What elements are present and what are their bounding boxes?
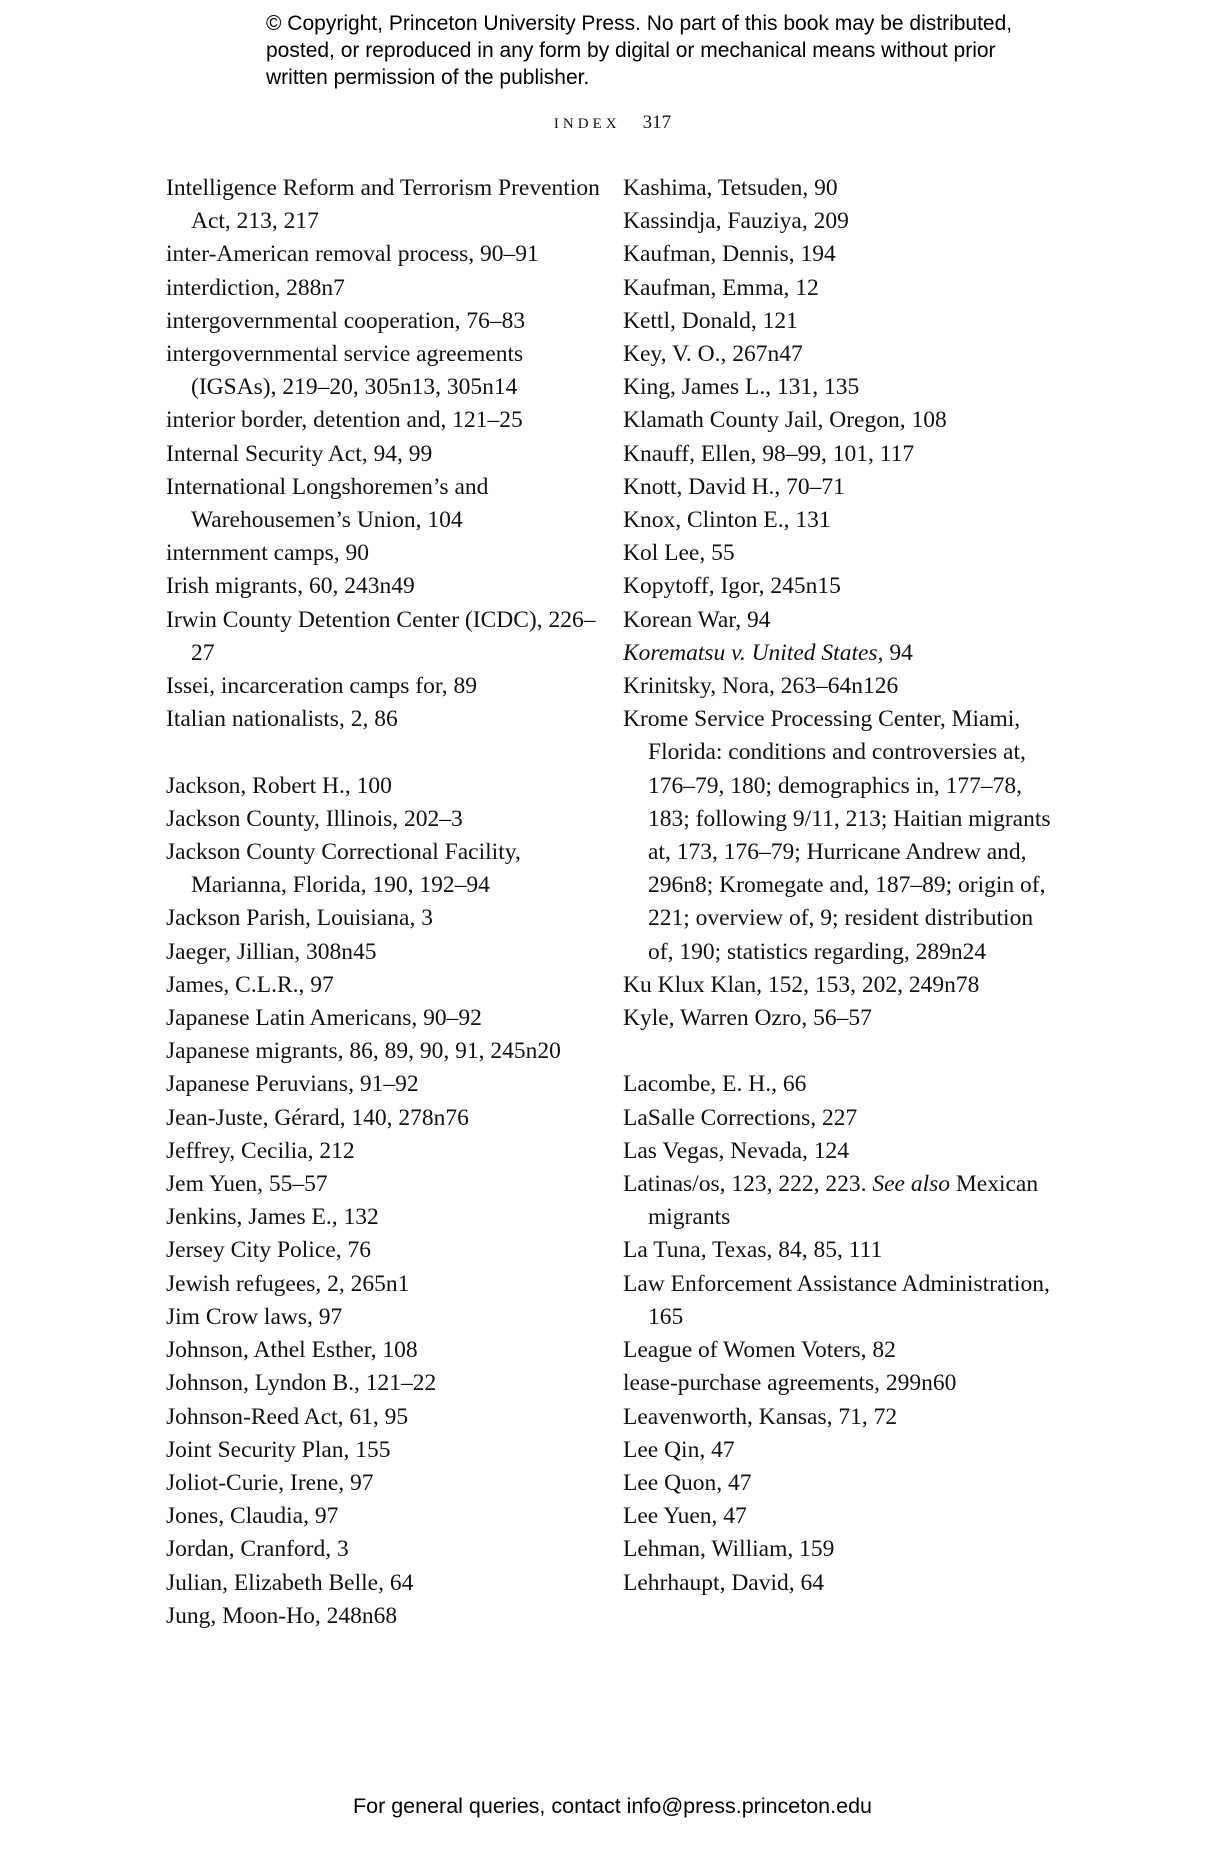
index-entry: Kashima, Tetsuden, 90 (623, 175, 838, 201)
index-entry-latinas (623, 1168, 1063, 1234)
index-entry: Jean-Juste, Gérard, 140, 278n76 (166, 1104, 469, 1131)
index-entry: Johnson-Reed Act, 61, 95 (166, 1403, 409, 1430)
case-title: Korematsu v. United States, (623, 639, 884, 666)
index-entry: Korean War, 94 (623, 606, 771, 633)
index-entry: Krome Service Processing Center, Miami, Florida: conditions and controversies at, 176–79, 180; demographics in, 177–78, 183; following 9/11, 213; Haitian migrants at, 173, 176–79; Hurricane Andrew and, 296n8; Kromegate and, 187–89; origin of, 221; overview of, 9; resident distribution of, 190; statistics regarding, 289n24 (623, 706, 1051, 965)
index-entry: Lehrhaupt, David, 64 (623, 1569, 825, 1596)
index-entry: intergovernmental service agreements (IGSAs), 219–20, 305n13, 305n14 (166, 341, 524, 401)
index-entry: Lee Yuen, 47 (623, 1503, 747, 1530)
index-entry: Japanese migrants, 86, 89, 90, 91, 245n20 (166, 1038, 561, 1065)
index-entry: Joint Security Plan, 155 (166, 1436, 391, 1463)
copyright-notice: © Copyright, Princeton University Press. No part of this book may be distributed, posted, or reproduced in any form by digital or mechanical means without prior written permission of the publisher. (266, 12, 1013, 89)
index-entry: Krinitsky, Nora, 263–64n126 (623, 673, 899, 700)
index-entry: Knott, David H., 70–71 (623, 473, 845, 500)
index-entry: interdiction, 288n7 (166, 274, 345, 301)
index-entry: Kaufman, Dennis, 194 (623, 241, 836, 268)
index-entry: Klamath County Jail, Oregon, 108 (623, 407, 947, 434)
index-group-j (166, 770, 606, 1633)
index-entry: lease-purchase agreements, 299n60 (623, 1370, 957, 1397)
index-entry: Johnson, Lyndon B., 121–22 (166, 1370, 437, 1397)
index-group-k-continued (623, 670, 1063, 1035)
index-entry: Law Enforcement Assistance Administration, 165 (623, 1270, 1050, 1330)
index-entry: Jackson, Robert H., 100 (166, 772, 392, 799)
index-entry: Issei, incarceration camps for, 89 (166, 673, 477, 700)
index-entry: inter-American removal process, 90–91 (166, 241, 539, 268)
index-entry: interior border, detention and, 121–25 (166, 407, 523, 434)
index-entry: King, James L., 131, 135 (623, 374, 860, 401)
index-entry: Kyle, Warren Ozro, 56–57 (623, 1005, 872, 1032)
footer-contact: For general queries, contact info@press.princeton.edu (352, 1794, 872, 1818)
index-entry-korematsu (623, 637, 1063, 670)
see-also-target: Mexican migrants (648, 1171, 1039, 1231)
index-entry: Irish migrants, 60, 243n49 (166, 573, 415, 600)
index-entry: International Longshoremen’s and Warehousemen’s Union, 104 (166, 473, 489, 534)
index-entry: Jem Yuen, 55–57 (166, 1171, 328, 1198)
index-entry: La Tuna, Texas, 84, 85, 111 (623, 1237, 883, 1264)
index-entry: League of Women Voters, 82 (623, 1337, 896, 1364)
index-entry: internment camps, 90 (166, 540, 369, 567)
index-entry: Irwin County Detention Center (ICDC), 226–27 (166, 606, 596, 666)
index-entry: Johnson, Athel Esther, 108 (166, 1337, 418, 1364)
index-entry: Joliot-Curie, Irene, 97 (166, 1469, 374, 1496)
index-entry: Lee Quon, 47 (623, 1469, 752, 1496)
index-entry: Jim Crow laws, 97 (166, 1303, 343, 1330)
index-entry: Internal Security Act, 94, 99 (166, 440, 433, 467)
index-entry: Japanese Latin Americans, 90–92 (166, 1005, 482, 1032)
index-entry: LaSalle Corrections, 227 (623, 1104, 858, 1131)
index-column-left (166, 172, 606, 1633)
index-entry: Lee Qin, 47 (623, 1436, 735, 1463)
running-head (0, 112, 1225, 134)
index-entry: Jackson Parish, Louisiana, 3 (166, 905, 433, 932)
index-entry: Las Vegas, Nevada, 124 (623, 1137, 850, 1164)
index-entry: Knox, Clinton E., 131 (623, 507, 831, 534)
index-entry: Kaufman, Emma, 12 (623, 274, 819, 301)
index-entry: Jeffrey, Cecilia, 212 (166, 1137, 355, 1164)
index-entry: intergovernmental cooperation, 76–83 (166, 307, 526, 334)
index-entry: Jackson County Correctional Facility, Marianna, Florida, 190, 192–94 (166, 839, 521, 899)
see-also-label: See also (872, 1171, 951, 1198)
index-entry: Kassindja, Fauziya, 209 (623, 208, 849, 235)
index-entry: Knauff, Ellen, 98–99, 101, 117 (623, 440, 915, 467)
entry-pages: 94 (883, 639, 913, 666)
index-entry: Kettl, Donald, 121 (623, 307, 798, 334)
index-group-l-continued (623, 1234, 1063, 1599)
index-entry: Jackson County, Illinois, 202–3 (166, 805, 463, 832)
index-group-k (623, 172, 1063, 637)
index-entry: Kol Lee, 55 (623, 540, 735, 567)
running-title: INDEX (553, 116, 621, 132)
index-entry: Italian nationalists, 2, 86 (166, 706, 398, 733)
index-entry: Jones, Claudia, 97 (166, 1503, 339, 1530)
index-entry: Lehman, William, 159 (623, 1536, 835, 1563)
index-entry: Key, V. O., 267n47 (623, 341, 803, 368)
index-entry: Kopytoff, Igor, 245n15 (623, 573, 841, 600)
index-entry: Lacombe, E. H., 66 (623, 1071, 807, 1098)
index-entry: Leavenworth, Kansas, 71, 72 (623, 1403, 898, 1430)
index-entry: Ku Klux Klan, 152, 153, 202, 249n78 (623, 971, 980, 998)
index-column-right (623, 172, 1063, 1600)
entry-main: Latinas/os, 123, 222, 223. (623, 1171, 873, 1198)
index-group-l (623, 1068, 1063, 1168)
index-entry: Jewish refugees, 2, 265n1 (166, 1270, 410, 1297)
index-entry: James, C.L.R., 97 (166, 971, 334, 998)
group-separator (166, 736, 606, 769)
index-group-i (166, 172, 606, 736)
index-entry: Intelligence Reform and Terrorism Prevention Act, 213, 217 (166, 175, 600, 235)
index-entry: Jordan, Cranford, 3 (166, 1536, 349, 1563)
index-entry: Jung, Moon-Ho, 248n68 (166, 1602, 398, 1629)
index-entry: Jenkins, James E., 132 (166, 1204, 379, 1231)
index-entry: Jersey City Police, 76 (166, 1237, 371, 1264)
index-entry: Japanese Peruvians, 91–92 (166, 1071, 419, 1098)
index-entry: Julian, Elizabeth Belle, 64 (166, 1569, 414, 1596)
page-number: 317 (642, 112, 672, 133)
index-entry: Jaeger, Jillian, 308n45 (166, 938, 377, 965)
group-separator (623, 1035, 1063, 1068)
